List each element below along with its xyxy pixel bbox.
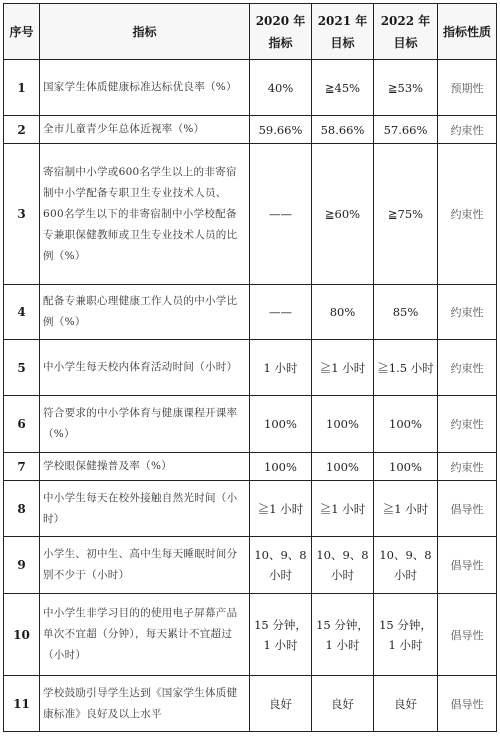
value-2020: ≧1 小时: [250, 481, 312, 537]
value-2021: ≧1 小时: [312, 340, 374, 396]
value-2021: ≧1 小时: [312, 481, 374, 537]
indicator-name: 学校鼓励引导学生达到《国家学生体质健康标准》良好及以上水平: [40, 676, 250, 732]
value-2020: 100%: [250, 396, 312, 453]
value-2021: 10、9、8 小时: [312, 537, 374, 594]
value-2022: 15 分钟，1 小时: [374, 594, 438, 676]
table-row: [4, 537, 497, 594]
header-seq: 序号: [4, 4, 40, 60]
value-2020: ——: [250, 144, 312, 285]
indicator-name: 配备专兼职心理健康工作人员的中小学比例（%）: [40, 285, 250, 340]
indicator-nature: 约束性: [438, 453, 497, 481]
table-row: [4, 594, 497, 676]
table-row: [4, 453, 497, 481]
value-2022: 57.66%: [374, 116, 438, 144]
indicator-nature: 倡导性: [438, 481, 497, 537]
value-2021: 15 分钟，1 小时: [312, 594, 374, 676]
value-2021: 良好: [312, 676, 374, 732]
indicator-nature: 约束性: [438, 396, 497, 453]
table-row: [4, 285, 497, 340]
indicator-name: 国家学生体质健康标准达标优良率（%）: [40, 60, 250, 116]
value-2021: 58.66%: [312, 116, 374, 144]
value-2022: 100%: [374, 396, 438, 453]
header-2020: 2020 年指标: [250, 4, 312, 60]
value-2022: ≧53%: [374, 60, 438, 116]
indicator-nature: 约束性: [438, 116, 497, 144]
header-2022: 2022 年目标: [374, 4, 438, 60]
indicator-name: 学校眼保健操普及率（%）: [40, 453, 250, 481]
indicator-nature: 倡导性: [438, 537, 497, 594]
value-2021: ≧45%: [312, 60, 374, 116]
row-number: 7: [4, 453, 40, 481]
header-nature: 指标性质: [438, 4, 497, 60]
value-2020: 良好: [250, 676, 312, 732]
indicator-name: 中小学生每天校内体育活动时间（小时）: [40, 340, 250, 396]
indicator-nature: 约束性: [438, 144, 497, 285]
row-number: 5: [4, 340, 40, 396]
value-2021: ≧60%: [312, 144, 374, 285]
value-2022: ≧1 小时: [374, 481, 438, 537]
value-2021: 100%: [312, 453, 374, 481]
indicator-nature: 倡导性: [438, 676, 497, 732]
table-row: [4, 481, 497, 537]
table-row: [4, 116, 497, 144]
row-number: 8: [4, 481, 40, 537]
value-2020: 40%: [250, 60, 312, 116]
indicator-table: [3, 3, 497, 732]
table-row: [4, 396, 497, 453]
value-2020: 59.66%: [250, 116, 312, 144]
value-2022: 85%: [374, 285, 438, 340]
indicator-nature: 约束性: [438, 340, 497, 396]
row-number: 6: [4, 396, 40, 453]
table-row: [4, 340, 497, 396]
indicator-name: 符合要求的中小学体育与健康课程开课率（%）: [40, 396, 250, 453]
value-2022: 良好: [374, 676, 438, 732]
row-number: 9: [4, 537, 40, 594]
indicator-nature: 约束性: [438, 285, 497, 340]
table-row: [4, 60, 497, 116]
indicator-name: 中小学生每天在校外接触自然光时间（小时）: [40, 481, 250, 537]
indicator-name: 中小学生非学习目的的使用电子屏幕产品单次不宜超（分钟），每天累计不宜超过（小时）: [40, 594, 250, 676]
table-row: [4, 144, 497, 285]
indicator-name: 小学生、初中生、高中生每天睡眠时间分别不少于（小时）: [40, 537, 250, 594]
row-number: 4: [4, 285, 40, 340]
row-number: 1: [4, 60, 40, 116]
value-2022: ≧1.5 小时: [374, 340, 438, 396]
row-number: 11: [4, 676, 40, 732]
value-2020: 100%: [250, 453, 312, 481]
header-indicator: 指标: [40, 4, 250, 60]
value-2021: 100%: [312, 396, 374, 453]
value-2022: 100%: [374, 453, 438, 481]
row-number: 3: [4, 144, 40, 285]
value-2021: 80%: [312, 285, 374, 340]
value-2020: 1 小时: [250, 340, 312, 396]
row-number: 10: [4, 594, 40, 676]
indicator-nature: 预期性: [438, 60, 497, 116]
value-2022: 10、9、8 小时: [374, 537, 438, 594]
value-2022: ≧75%: [374, 144, 438, 285]
value-2020: ——: [250, 285, 312, 340]
header-2021: 2021 年目标: [312, 4, 374, 60]
header-row: [4, 4, 497, 60]
value-2020: 10、9、8 小时: [250, 537, 312, 594]
indicator-name: 全市儿童青少年总体近视率（%）: [40, 116, 250, 144]
indicator-nature: 倡导性: [438, 594, 497, 676]
row-number: 2: [4, 116, 40, 144]
table-row: [4, 676, 497, 732]
value-2020: 15 分钟，1 小时: [250, 594, 312, 676]
indicator-name: 寄宿制中小学或600名学生以上的非寄宿制中小学配备专职卫生专业技术人员、600名学生以下的非寄宿制中小学校配备专兼职保健教师或卫生专业技术人员的比例（%）: [40, 144, 250, 285]
